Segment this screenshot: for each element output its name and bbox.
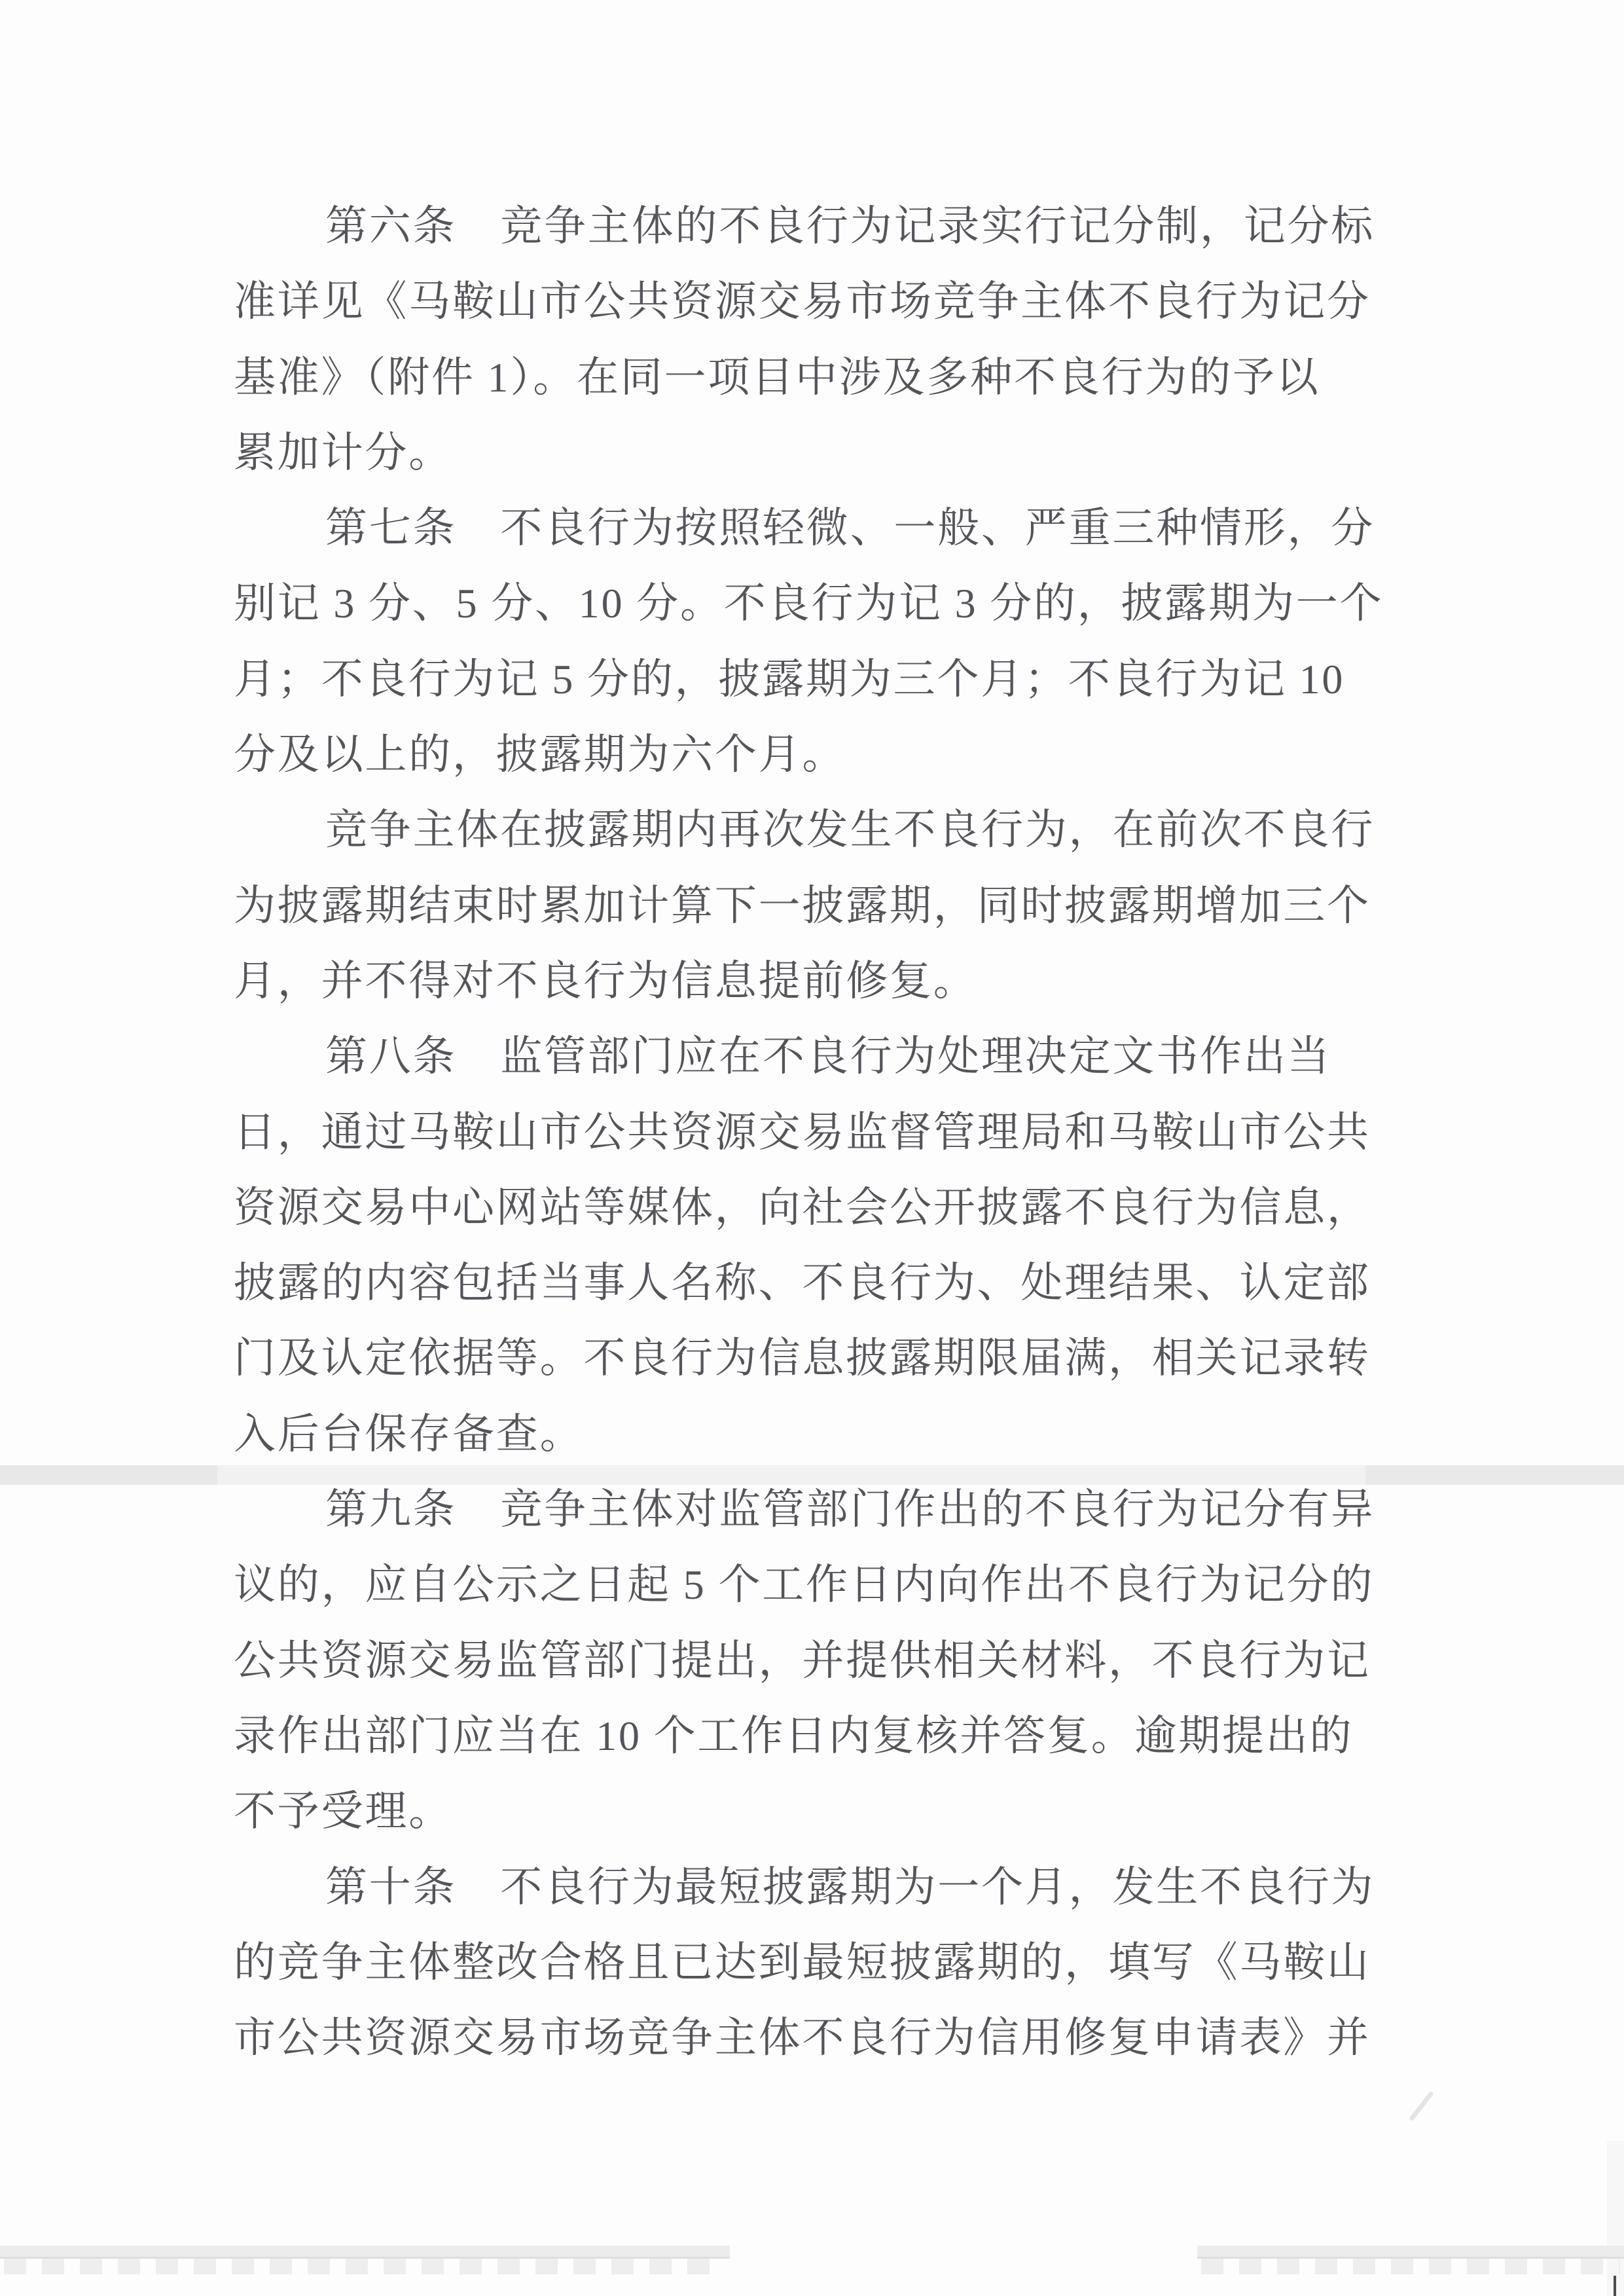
text-line: 入后台保存备查。 bbox=[234, 1410, 584, 1457]
scan-artifact-band-right bbox=[1365, 1465, 1624, 1485]
text-line: 别记 3 分、5 分、10 分。不良行为记 3 分的，披露期为一个 bbox=[234, 580, 1384, 627]
text-line: 累加计分。 bbox=[234, 429, 452, 476]
text-line: 分及以上的，披露期为六个月。 bbox=[234, 731, 846, 778]
scan-artifact-band-left bbox=[0, 1465, 217, 1485]
text-line: 议的，应自公示之日起 5 个工作日内向作出不良行为记分的 bbox=[234, 1561, 1375, 1609]
text-line: 月；不良行为记 5 分的，披露期为三个月；不良行为记 10 bbox=[234, 655, 1345, 702]
text-line: 日，通过马鞍山市公共资源交易监督管理局和马鞍山市公共 bbox=[234, 1108, 1371, 1156]
text-line: 录作出部门应当在 10 个工作日内复核并答复。逾期提出的 bbox=[234, 1712, 1354, 1759]
text-line: 准详见《马鞍山市公共资源交易市场竞争主体不良行为记分 bbox=[234, 278, 1371, 325]
text-line: 基准》（附件 1）。在同一项目中涉及多种不良行为的予以 bbox=[234, 354, 1320, 401]
scan-artifact-dashes bbox=[4, 2259, 724, 2274]
scan-artifact-corner-tick bbox=[1614, 2276, 1616, 2296]
text-line: 门及认定依据等。不良行为信息披露期限届满，相关记录转 bbox=[234, 1335, 1371, 1382]
scan-artifact-smudge bbox=[1409, 2091, 1434, 2122]
text-line: 为披露期结束时累加计算下一披露期，同时披露期增加三个 bbox=[234, 882, 1371, 929]
text-line: 市公共资源交易市场竞争主体不良行为信用修复申请表》并 bbox=[234, 2014, 1371, 2062]
text-line: 第十条 不良行为最短披露期为一个月，发生不良行为 bbox=[325, 1863, 1375, 1910]
text-line: 第六条 竞争主体的不良行为记录实行记分制，记分标 bbox=[325, 203, 1375, 249]
text-line: 月，并不得对不良行为信息提前修复。 bbox=[234, 957, 977, 1004]
text-line: 第九条 竞争主体对监管部门作出的不良行为记分有异 bbox=[325, 1486, 1375, 1533]
scan-artifact-bottom-band bbox=[1197, 2246, 1624, 2259]
scan-artifact-bottom-band bbox=[0, 2246, 730, 2259]
text-line: 第八条 监管部门应在不良行为处理决定文书作出当 bbox=[325, 1033, 1331, 1080]
text-line: 第七条 不良行为按照轻微、一般、严重三种情形，分 bbox=[325, 505, 1375, 552]
scan-artifact-dashes bbox=[1201, 2259, 1620, 2274]
text-line: 披露的内容包括当事人名称、不良行为、处理结果、认定部 bbox=[234, 1260, 1371, 1307]
text-line: 公共资源交易监管部门提出，并提供相关材料，不良行为记 bbox=[234, 1637, 1371, 1684]
text-line: 竞争主体在披露期内再次发生不良行为，在前次不良行 bbox=[325, 807, 1375, 854]
text-line: 的竞争主体整改合格且已达到最短披露期的，填写《马鞍山 bbox=[234, 1939, 1371, 1986]
text-line: 不予受理。 bbox=[234, 1788, 452, 1835]
text-line: 资源交易中心网站等媒体，向社会公开披露不良行为信息， bbox=[234, 1184, 1371, 1231]
document-text-block bbox=[234, 189, 1384, 2075]
